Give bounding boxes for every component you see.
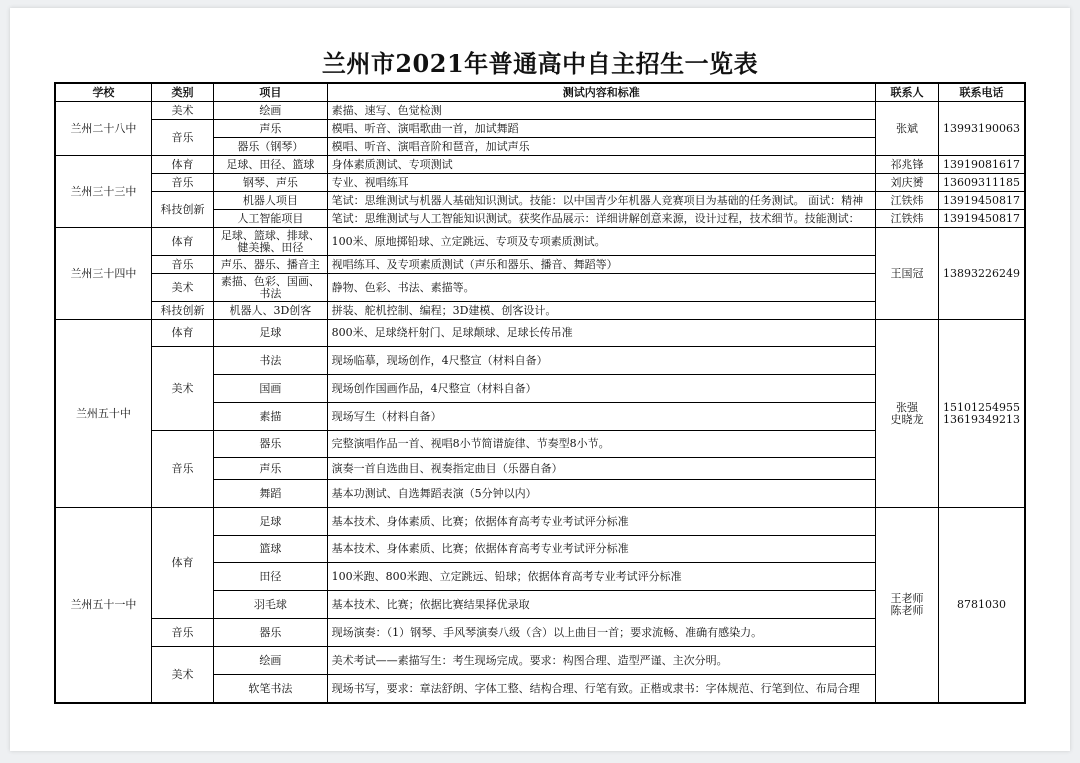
school-name: 兰州三十三中 bbox=[55, 156, 151, 228]
item-cell: 足球 bbox=[214, 508, 327, 536]
test-cell: 现场写生（材料自备） bbox=[327, 403, 875, 431]
item-cell: 声乐 bbox=[214, 120, 327, 138]
contact-cell bbox=[875, 508, 938, 704]
contact-cell: 江铁炜 bbox=[875, 192, 938, 210]
item-cell bbox=[214, 228, 327, 256]
item-cell: 声乐 bbox=[214, 458, 327, 480]
category-cell: 美术 bbox=[151, 347, 213, 431]
test-cell: 模唱、听音、演唱歌曲一首，加试舞蹈 bbox=[327, 120, 875, 138]
header-category: 类别 bbox=[151, 83, 213, 102]
item-cell: 器乐 bbox=[214, 431, 327, 458]
item-cell bbox=[214, 274, 327, 302]
phone-cell: 13919450817 bbox=[939, 210, 1025, 228]
category-cell: 音乐 bbox=[151, 431, 213, 508]
contact-text: 张强 史晓龙 bbox=[890, 400, 924, 426]
item-cell: 国画 bbox=[214, 375, 327, 403]
test-cell: 100米跑、800米跑、立定跳远、铅球；依据体育高考专业考试评分标准 bbox=[327, 563, 875, 591]
test-cell: 专业、视唱练耳 bbox=[327, 174, 875, 192]
phone-cell: 8781030 bbox=[939, 508, 1025, 704]
test-cell: 现场演奏：（1）钢琴、手风琴演奏八级（含）以上曲目一首；要求流畅、准确有感染力。 bbox=[327, 619, 875, 647]
phone-cell: 13609311185 bbox=[939, 174, 1025, 192]
item-cell: 篮球 bbox=[214, 536, 327, 563]
item-cell: 声乐、器乐、播音主 bbox=[214, 256, 327, 274]
item-cell: 软笔书法 bbox=[214, 675, 327, 704]
item-cell: 器乐（钢琴） bbox=[214, 138, 327, 156]
table-row bbox=[55, 320, 1025, 347]
test-cell: 完整演唱作品一首、视唱8小节简谱旋律、节奏型8小节。 bbox=[327, 431, 875, 458]
item-cell: 书法 bbox=[214, 347, 327, 375]
header-test: 测试内容和标准 bbox=[327, 83, 875, 102]
enrollment-table bbox=[54, 82, 1026, 704]
table-row bbox=[55, 228, 1025, 256]
test-cell: 基本功测试、自选舞蹈表演（5分钟以内） bbox=[327, 480, 875, 508]
category-cell: 音乐 bbox=[151, 256, 213, 274]
test-cell: 美术考试——素描写生：考生现场完成。要求：构图合理、造型严谨、主次分明。 bbox=[327, 647, 875, 675]
table-header-row bbox=[55, 83, 1025, 102]
table-row bbox=[55, 102, 1025, 120]
page-title: 兰州市2021年普通高中自主招生一览表 bbox=[321, 49, 759, 78]
table-row bbox=[55, 192, 1025, 210]
category-cell: 美术 bbox=[151, 274, 213, 302]
item-cell: 舞蹈 bbox=[214, 480, 327, 508]
item-cell: 素描 bbox=[214, 403, 327, 431]
test-cell: 笔试：思维测试与人工智能知识测试。获奖作品展示：详细讲解创意来源，设计过程，技术细节。技能测试： bbox=[327, 210, 875, 228]
school-name: 兰州二十八中 bbox=[55, 102, 151, 156]
category-cell: 体育 bbox=[151, 320, 213, 347]
school-name: 兰州三十四中 bbox=[55, 228, 151, 320]
school-name: 兰州五十中 bbox=[55, 320, 151, 508]
contact-text: 王老师 陈老师 bbox=[890, 592, 924, 617]
test-cell: 拼装、舵机控制、编程；3D建模、创客设计。 bbox=[327, 302, 875, 320]
item-cell: 机器人、3D创客 bbox=[214, 302, 327, 320]
table-row bbox=[55, 508, 1025, 536]
phone-cell: 13893226249 bbox=[939, 228, 1025, 320]
item-cell: 绘画 bbox=[214, 647, 327, 675]
item-cell: 器乐 bbox=[214, 619, 327, 647]
table-row bbox=[55, 174, 1025, 192]
phone-cell: 13993190063 bbox=[939, 102, 1025, 156]
item-text: 素描、色彩、国画、 书法 bbox=[220, 274, 320, 300]
category-cell: 音乐 bbox=[151, 619, 213, 647]
test-cell: 基本技术、比赛；依据比赛结果择优录取 bbox=[327, 591, 875, 619]
header-contact: 联系人 bbox=[875, 83, 938, 102]
test-cell: 静物、色彩、书法、素描等。 bbox=[327, 274, 875, 302]
category-cell: 音乐 bbox=[151, 120, 213, 156]
test-cell: 基本技术、身体素质、比赛；依据体育高考专业考试评分标准 bbox=[327, 536, 875, 563]
contact-cell: 江铁炜 bbox=[875, 210, 938, 228]
category-cell: 科技创新 bbox=[151, 302, 213, 320]
phone-text: 15101254955 13619349213 bbox=[943, 400, 1021, 426]
test-cell: 100米、原地掷铅球、立定跳远、专项及专项素质测试。 bbox=[327, 228, 875, 256]
item-cell: 人工智能项目 bbox=[214, 210, 327, 228]
contact-cell bbox=[875, 320, 938, 508]
category-cell: 音乐 bbox=[151, 174, 213, 192]
phone-cell bbox=[939, 320, 1025, 508]
test-cell: 身体素质测试、专项测试 bbox=[327, 156, 875, 174]
contact-cell: 王国冠 bbox=[875, 228, 938, 320]
phone-cell: 13919450817 bbox=[939, 192, 1025, 210]
category-cell: 科技创新 bbox=[151, 192, 213, 228]
item-cell: 足球 bbox=[214, 320, 327, 347]
test-cell: 现场书写，要求：章法舒朗、字体工整、结构合理、行笔有致。正楷或隶书：字体规范、行笔到位、布局合理 bbox=[327, 675, 875, 704]
contact-cell: 祁兆锋 bbox=[875, 156, 938, 174]
header-school: 学校 bbox=[55, 83, 151, 102]
item-cell: 钢琴、声乐 bbox=[214, 174, 327, 192]
test-cell: 笔试：思维测试与机器人基础知识测试。技能：以中国青少年机器人竞赛项目为基础的任务测试。 面试：精神 bbox=[327, 192, 875, 210]
item-cell: 绘画 bbox=[214, 102, 327, 120]
header-item: 项目 bbox=[214, 83, 327, 102]
item-text: 足球、篮球、排球、 健美操、田径 bbox=[220, 228, 320, 254]
item-cell: 羽毛球 bbox=[214, 591, 327, 619]
contact-cell: 刘庆赟 bbox=[875, 174, 938, 192]
phone-cell: 13919081617 bbox=[939, 156, 1025, 174]
test-cell: 模唱、听音、演唱音阶和琶音，加试声乐 bbox=[327, 138, 875, 156]
item-cell: 足球、田径、篮球 bbox=[214, 156, 327, 174]
test-cell: 素描、速写、色觉检测 bbox=[327, 102, 875, 120]
contact-cell: 张斌 bbox=[875, 102, 938, 156]
category-cell: 体育 bbox=[151, 228, 213, 256]
category-cell: 美术 bbox=[151, 647, 213, 704]
category-cell: 美术 bbox=[151, 102, 213, 120]
item-cell: 田径 bbox=[214, 563, 327, 591]
test-cell: 现场临摹，现场创作，4尺整宣（材料自备） bbox=[327, 347, 875, 375]
header-phone: 联系电话 bbox=[939, 83, 1025, 102]
test-cell: 800米、足球绕杆射门、足球颠球、足球长传吊准 bbox=[327, 320, 875, 347]
test-cell: 演奏一首自选曲目、视奏指定曲目（乐器自备） bbox=[327, 458, 875, 480]
category-cell: 体育 bbox=[151, 156, 213, 174]
test-cell: 基本技术、身体素质、比赛；依据体育高考专业考试评分标准 bbox=[327, 508, 875, 536]
test-cell: 视唱练耳、及专项素质测试（声乐和器乐、播音、舞蹈等） bbox=[327, 256, 875, 274]
table-row bbox=[55, 156, 1025, 174]
school-name: 兰州五十一中 bbox=[55, 508, 151, 704]
test-cell: 现场创作国画作品，4尺整宣（材料自备） bbox=[327, 375, 875, 403]
item-cell: 机器人项目 bbox=[214, 192, 327, 210]
category-cell: 体育 bbox=[151, 508, 213, 619]
